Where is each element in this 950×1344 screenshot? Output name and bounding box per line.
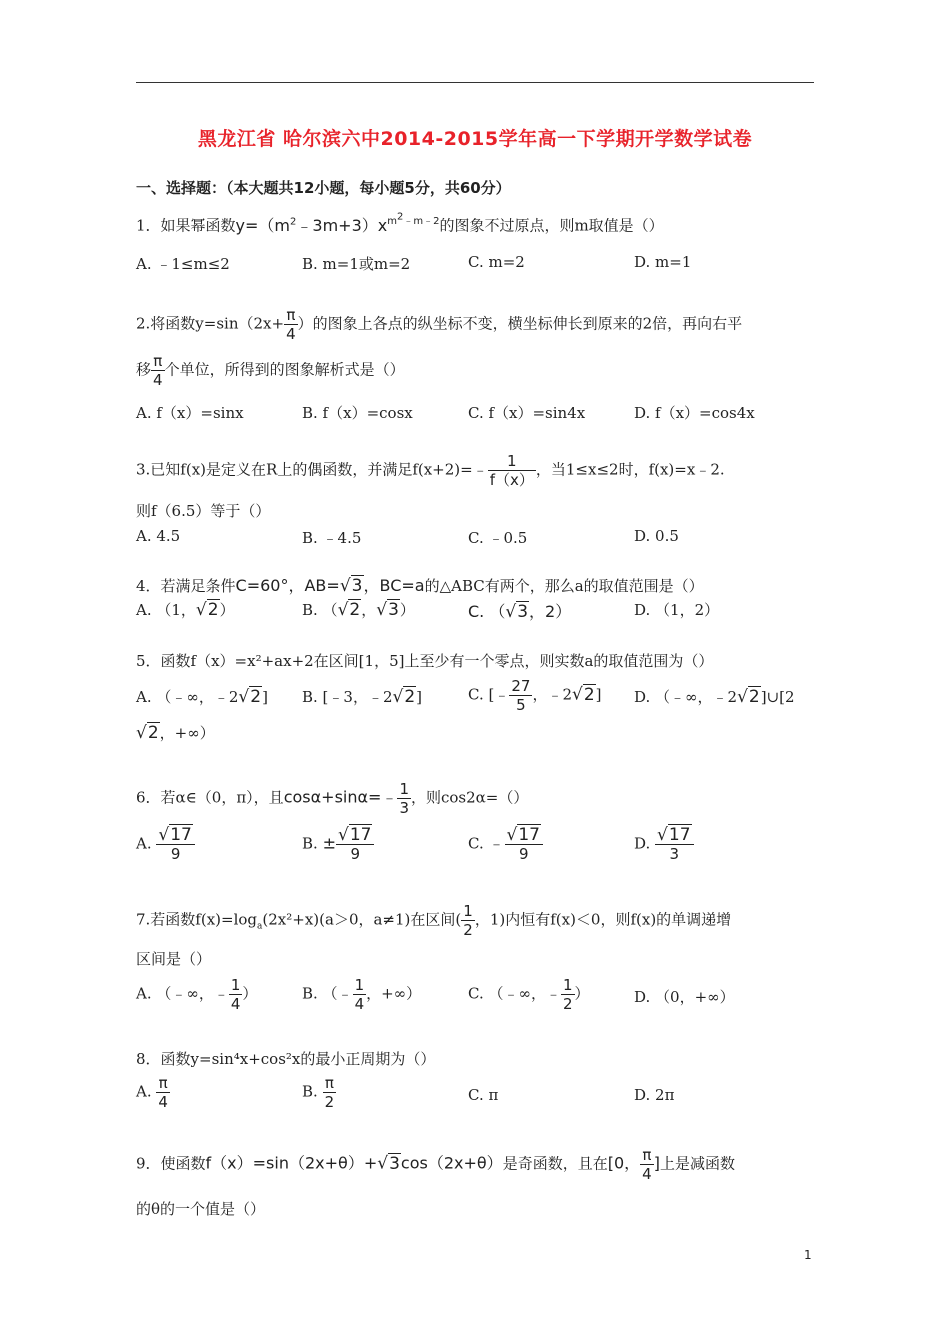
q4-option-d[interactable]: D. （1，2）: [634, 601, 720, 619]
question-6: 6．若α∈（0，π），且cosα+sinα=﹣ $\frac{1}{3}$ ，则cos2α=（）: [136, 780, 529, 817]
q2-option-b[interactable]: B. f（x）=cosx: [302, 404, 413, 422]
section-heading: 一、选择题：（本大题共12小题，每小题5分，共60分）: [136, 179, 511, 197]
question-4: 4．若满足条件C=60°，AB=√3，BC=a的△ABC有两个，那么a的取值范围是（）: [136, 576, 704, 596]
page-number: 1: [804, 1248, 812, 1262]
q3-option-b[interactable]: B. ﹣4.5: [302, 529, 362, 547]
q3-option-d[interactable]: D. 0.5: [634, 527, 679, 545]
q5-option-d[interactable]: D. （﹣∞，﹣2√2]∪[2: [634, 687, 795, 707]
q2-option-a[interactable]: A. f（x）=sinx: [136, 404, 244, 422]
q1-prefix: 1．如果幂函数: [136, 216, 236, 235]
question-2-line-2: 移 $\frac{\pi}{4}$ 个单位，所得到的图象解析式是（）: [136, 352, 405, 389]
question-7-line-2: 区间是（）: [136, 950, 212, 968]
q5-option-b[interactable]: B. [﹣3，﹣2√2]: [302, 687, 423, 707]
question-3: 3.已知f(x)是定义在R上的偶函数，并满足f(x+2)=﹣ $\frac{1}{f(x)}$ ，当1≤x≤2时，f(x)=x﹣2.: [136, 452, 725, 489]
question-9-line-2: 的θ的一个值是（）: [136, 1200, 266, 1218]
q5-option-a[interactable]: A. （﹣∞，﹣2√2]: [136, 687, 268, 707]
q3-option-c[interactable]: C. ﹣0.5: [468, 529, 528, 547]
question-9: 9．使函数f（x）=sin（2x+θ）+√3cos（2x+θ）是奇函数，且在[0， $\frac{\pi}{4}$ ]上是减函数: [136, 1146, 735, 1183]
header-rule: [136, 82, 814, 83]
q4-option-b[interactable]: B. （√2，√3）: [302, 600, 415, 620]
q6-option-b[interactable]: B. ± $\frac{√17}{9}$: [302, 826, 374, 863]
q1-option-b[interactable]: B. m=1或m=2: [302, 255, 411, 273]
q1-expr: $y=(m^2﹣3m+3)x^{m^2﹣m﹣2}$: [235, 212, 440, 235]
q5-option-d-continued: √2，+∞）: [136, 723, 215, 743]
q7-option-a[interactable]: A. （﹣∞，﹣ $\frac{1}{4}$ ）: [136, 976, 258, 1013]
page-title: 黑龙江省 哈尔滨六中2014-2015学年高一下学期开学数学试卷: [197, 128, 753, 150]
pi-over-4: $\frac{\pi}{4}$: [153, 352, 163, 389]
q3-fraction: $\frac{1}{f(x)}$: [489, 452, 534, 489]
q4-option-c[interactable]: C. （√3，2）: [468, 602, 572, 622]
q8-option-b[interactable]: B. $\frac{\pi}{2}$: [302, 1074, 335, 1111]
question-8: 8．函数y=sin⁴x+cos²x的最小正周期为（）: [136, 1050, 436, 1068]
q1-option-d[interactable]: D. m=1: [634, 253, 692, 271]
q7-option-c[interactable]: C. （﹣∞，﹣ $\frac{1}{2}$ ）: [468, 976, 590, 1013]
q1-suffix: 的图象不过原点，则m取值是（）: [439, 216, 664, 235]
q7-option-d[interactable]: D. （0，+∞）: [634, 988, 735, 1006]
question-2: 2.将函数y=sin（2x+ $\frac{\pi}{4}$ ）的图象上各点的纵坐标不变，横坐标伸长到原来的2倍，再向右平: [136, 306, 743, 343]
q8-option-a[interactable]: A. $\frac{\pi}{4}$: [136, 1074, 168, 1111]
question-7: 7.若函数$f(x)=\log_a(2x^2+x)(a>0$，a≠1)在区间( $\frac{1}{2}$ ，1)内恒有f(x)＜0，则f(x)的单调递增: [136, 902, 732, 939]
q4-option-a[interactable]: A. （1，√2）: [136, 600, 235, 620]
q2-option-d[interactable]: D. f（x）=cos4x: [634, 404, 755, 422]
q5-option-c[interactable]: C. [﹣ $\frac{27}{5}$ ，﹣2√2]: [468, 677, 602, 714]
q8-option-d[interactable]: D. 2π: [634, 1086, 675, 1104]
q6-option-c[interactable]: C. ﹣ $\frac{√17}{9}$: [468, 826, 543, 863]
q8-option-c[interactable]: C. π: [468, 1086, 499, 1104]
q1-option-a[interactable]: A. ﹣1≤m≤2: [136, 255, 230, 273]
q2-option-c[interactable]: C. f（x）=sin4x: [468, 404, 586, 422]
q1-option-c[interactable]: C. m=2: [468, 253, 525, 271]
pi-over-4: $\frac{\pi}{4}$: [286, 306, 296, 343]
question-5: 5．函数f（x）=x²+ax+2在区间[1，5]上至少有一个零点，则实数a的取值范围为（）: [136, 652, 714, 670]
q6-option-a[interactable]: A. $\frac{√17}{9}$: [136, 826, 195, 863]
question-1: [136, 212, 664, 236]
q3-option-a[interactable]: A. 4.5: [136, 527, 181, 545]
q7-option-b[interactable]: B. （﹣ $\frac{1}{4}$ ，+∞）: [302, 976, 422, 1013]
sqrt-3: √3: [339, 576, 363, 596]
question-3-line-2: 则f（6.5）等于（）: [136, 502, 271, 520]
q6-option-d[interactable]: D. $\frac{√17}{3}$: [634, 826, 694, 863]
